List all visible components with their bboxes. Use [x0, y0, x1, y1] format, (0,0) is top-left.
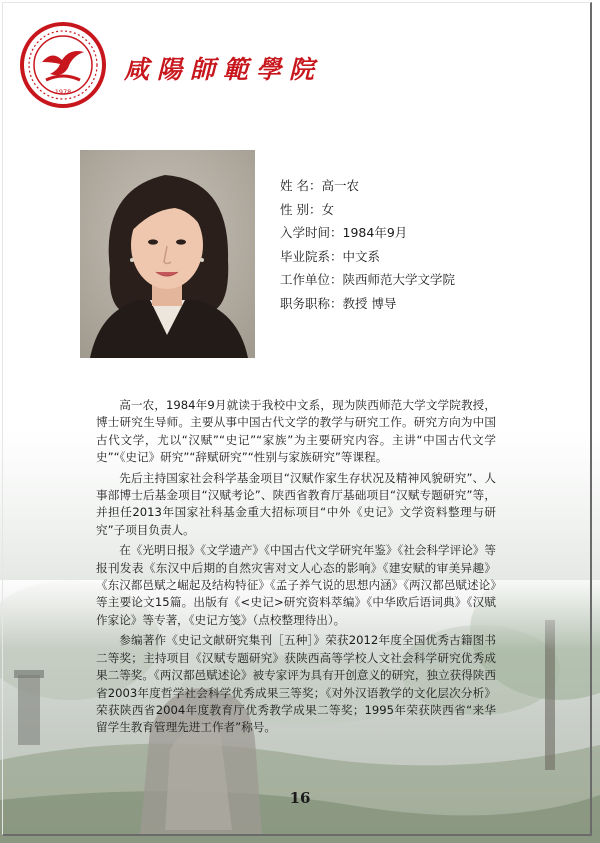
page-number: 16: [289, 789, 311, 807]
profile-value-name: 高一农: [321, 178, 359, 193]
bio-paragraph: 先后主持国家社会科学基金项目“汉赋作家生存状况及精神风貌研究”、人事部博士后基金项目“汉赋考论”、陕西省教育厅基础项目“汉赋专题研究”等，并担任2013年国家社科基金重大招标项目“中外《史记》文学资料整理与研究”子项目负责人。: [96, 470, 496, 537]
logo-year: 1978: [54, 88, 72, 96]
profile-value-department: 中文系: [342, 248, 381, 264]
bio-paragraph: 参编著作《史记文献研究集刊［五种］》荣获2012年度全国优秀古籍图书二等奖；主持项目《汉赋专题研究》获陕西高等学校人文社会科学研究优秀成果二等奖。《两汉都邑赋述论》被专家评为具有开创意义的研究，独立获得陕西省2003年度哲学社会科学优秀成果三等奖；《对外汉语教学的文化层次分析》荣获陕西省2004年度教育厅优秀教学成果二等奖；1995年荣获陕西省“来华留学生教育管理先进工作者”称号。: [96, 633, 496, 735]
bio-paragraph: 在《光明日报》《文学遗产》《中国古代文学研究年鉴》《社会科学评论》等报刊发表《东汉中后期的自然灾害对文人心态的影响》《建安赋的审美异趣》《东汉都邑赋之崛起及结构特征》《孟子养气说的思想内涵》《两汉都邑赋述论》等主要论文15篇。出版有《<史记>研究资料萃编》《中华欧后语词典》《汉赋作家论》等专著，《史记方笺》（点校整理待出）。: [96, 543, 496, 627]
profile-row-employer: [280, 268, 455, 292]
profile-label-department: 毕业院系：: [280, 248, 343, 264]
profile-label-title: 职务职称：: [280, 295, 343, 311]
profile-info-list: [280, 174, 455, 315]
profile-label-name: 姓 名：: [280, 178, 322, 193]
profile-row-enrollment: [280, 221, 455, 245]
bio-paragraph: 高一农，1984年9月就读于我校中文系，现为陕西师范大学文学院教授，博士研究生导师。主要从事中国古代文学的教学与研究工作。研究方向为中国古代文学，尤以“汉赋”“史记”“家族”为主要研究内容。主讲“中国古代文学史”“《史记》研究”“辞赋研究”“性别与家族研究”等课程。: [96, 398, 496, 465]
profile-value-enrollment: 1984年9月: [342, 225, 408, 240]
portrait-photo: [80, 150, 255, 358]
school-logo-seal: [20, 22, 106, 108]
profile-row-name: [280, 174, 455, 198]
profile-row-title: [280, 292, 455, 316]
profile-label-gender: 性 别：: [280, 201, 322, 217]
profile-label-enrollment: 入学时间：: [280, 225, 343, 240]
portrait-illustration: [80, 150, 255, 358]
header: [20, 22, 440, 112]
profile-row-department: [280, 245, 455, 269]
profile-value-employer: 陕西师范大学文学院: [342, 272, 456, 287]
biography-text: [96, 397, 496, 740]
profile-value-gender: 女: [321, 201, 334, 217]
profile-row-gender: [280, 198, 455, 222]
school-name-wordmark: 咸陽師範學院: [124, 55, 323, 84]
profile-label-employer: 工作单位：: [280, 272, 343, 287]
profile-value-title: 教授 博导: [342, 295, 397, 311]
